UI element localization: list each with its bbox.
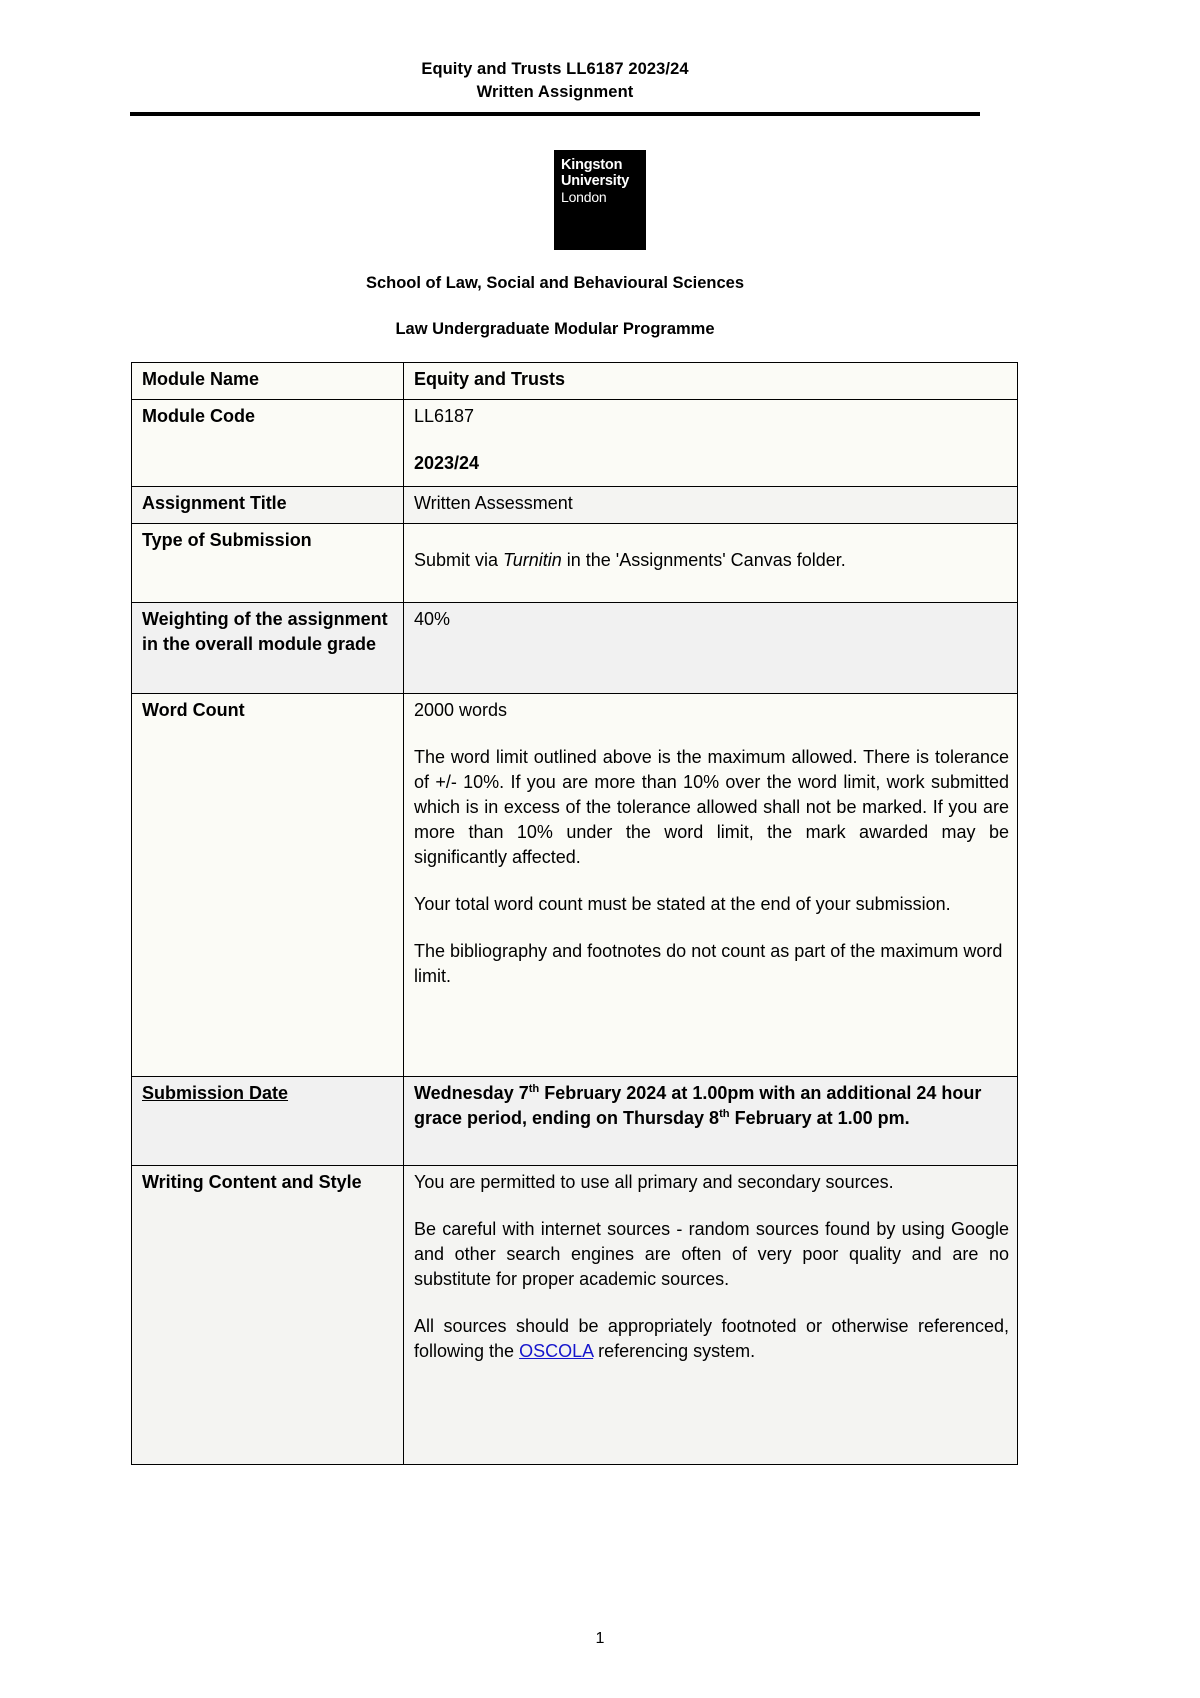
weighting-text: 40% [414, 609, 451, 629]
label-module-code: Module Code [132, 400, 404, 487]
label-word-count: Word Count [132, 694, 404, 1077]
word-count-paragraph-3: The bibliography and footnotes do not count as part of the maximum word limit. [414, 941, 1003, 986]
submission-date-part-2: February 2024 at 1.00pm with an additional 24 hour grace period, ending on Thursday 8 [414, 1083, 982, 1128]
table-row-assignment-title [132, 487, 1018, 524]
submission-date-part-3: February at 1.00 pm. [729, 1108, 910, 1128]
oscola-suffix: referencing system. [593, 1341, 756, 1361]
submission-date-sup-1: th [528, 1083, 540, 1095]
value-submission-date [404, 1077, 1018, 1166]
school-block [130, 272, 980, 340]
writing-style-paragraph-1: You are permitted to use all primary and secondary sources. [414, 1172, 894, 1192]
table-row-module-name [132, 363, 1018, 400]
word-count-value: 2000 words [414, 700, 508, 720]
document-header [130, 58, 980, 104]
label-module-name: Module Name [132, 363, 404, 400]
table-row-writing-style [132, 1166, 1018, 1465]
submit-suffix: in the 'Assignments' Canvas folder. [561, 550, 846, 570]
logo-container [0, 150, 1200, 250]
assignment-details-table [131, 362, 1018, 1465]
submit-prefix: Submit via [414, 550, 504, 570]
page-footer [0, 1630, 1200, 1648]
writing-style-paragraph-3 [414, 1314, 1009, 1364]
submission-date-text [414, 1081, 1009, 1131]
value-module-name [404, 363, 1018, 400]
type-of-submission-text [414, 528, 1009, 573]
submission-date-part-1: Wednesday 7 [414, 1083, 529, 1103]
module-name-text: Equity and Trusts [414, 369, 566, 389]
label-type-of-submission: Type of Submission [132, 524, 404, 603]
logo-line-london: London [561, 189, 607, 205]
table-row-word-count [132, 694, 1018, 1077]
logo-line-university: University [561, 173, 630, 189]
module-year-text: 2023/24 [414, 453, 480, 473]
school-name: School of Law, Social and Behavioural Sciences [365, 274, 745, 292]
value-type-of-submission [404, 524, 1018, 603]
oscola-link[interactable]: OSCOLA [519, 1341, 594, 1361]
value-weighting [404, 603, 1018, 694]
logo-line-kingston: Kingston [561, 157, 623, 173]
submission-date-label-text: Submission Date [142, 1083, 289, 1103]
label-submission-date [132, 1077, 404, 1166]
submission-date-sup-2: th [719, 1108, 730, 1120]
programme-name: Law Undergraduate Modular Programme [395, 320, 715, 338]
value-module-code [404, 400, 1018, 487]
table-row-module-code [132, 400, 1018, 487]
page-number: 1 [595, 1630, 605, 1647]
writing-style-paragraph-2: Be careful with internet sources - random sources found by using Google and other search engines are often of very poor quality and are no substitute for proper academic sources. [414, 1219, 1009, 1289]
value-assignment-title [404, 487, 1018, 524]
header-divider [130, 112, 980, 116]
label-writing-style: Writing Content and Style [132, 1166, 404, 1465]
table-row-submission-date [132, 1077, 1018, 1166]
label-assignment-title: Assignment Title [132, 487, 404, 524]
header-line-1: Equity and Trusts LL6187 2023/24 [421, 60, 689, 78]
label-weighting: Weighting of the assignment in the overall module grade [132, 603, 404, 694]
table-row-type-of-submission [132, 524, 1018, 603]
word-count-paragraph-2: Your total word count must be stated at the end of your submission. [414, 894, 951, 914]
value-writing-style [404, 1166, 1018, 1465]
word-count-paragraph-1: The word limit outlined above is the maximum allowed. There is tolerance of +/- 10%. If you are more than 10% over the word limit, work submitted which is in excess of the tolerance allowed shall not be marked. If you are more than 10% under the word limit, the mark awarded may be significantly affected. [414, 747, 1009, 867]
table-row-weighting [132, 603, 1018, 694]
spacer [414, 528, 1009, 548]
value-word-count [404, 694, 1018, 1077]
assignment-title-text: Written Assessment [414, 493, 573, 513]
turnitin-italic: Turnitin [503, 550, 562, 570]
module-code-text: LL6187 [414, 406, 475, 426]
kingston-university-logo [554, 150, 646, 250]
oscola-prefix: All sources should be appropriately footnoted or otherwise referenced, following the [414, 1316, 1009, 1361]
header-line-2: Written Assignment [476, 83, 634, 101]
